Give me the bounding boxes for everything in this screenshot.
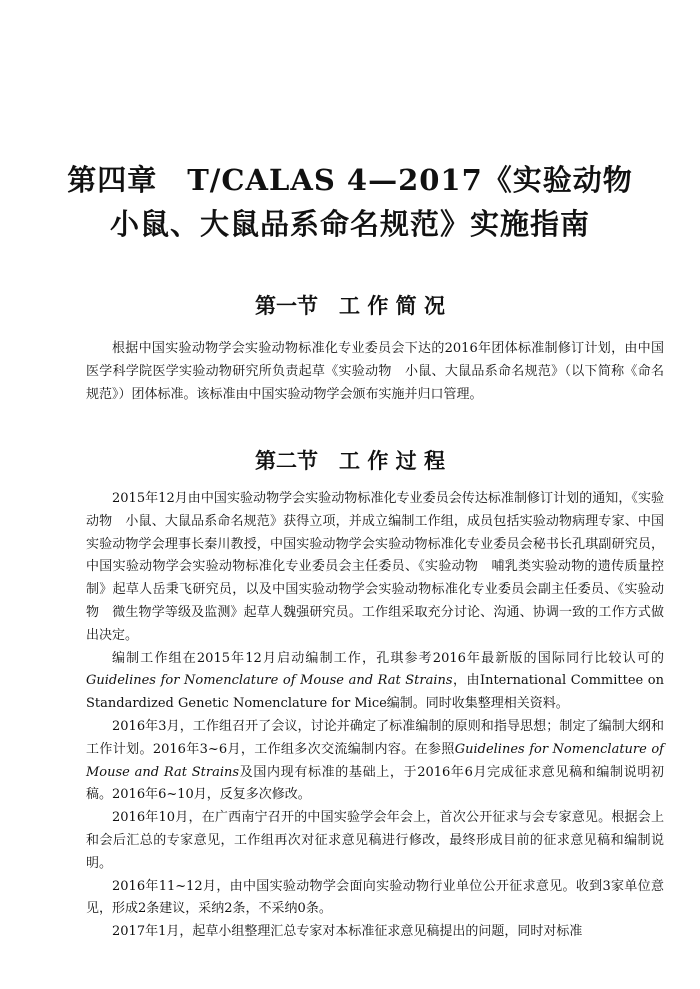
paragraph-text: 及国内现有标准的基础上，于2016年6月完成征求意见稿和编制说明初稿。2016年6~10月，反复多次修改。 [86,764,665,803]
section-1-title: 第一节 工 作 简 况 [255,294,445,318]
section-1-body [86,338,664,406]
section-2-paragraph-5: 2016年11~12月，由中国实验动物学会面向实验动物行业单位公开征求意见。收到3家单位意见，形成2条建议，采纳2条，不采纳0条。 [86,878,664,917]
section-2-title: 第二节 工 作 过 程 [255,449,445,473]
section-2-paragraph-1: 2015年12月由中国实验动物学会实验动物标准化专业委员会传达标准制修订计划的通知，《实验动物 小鼠、大鼠品系命名规范》获得立项，并成立编制工作组，成员包括实验动物病理专家、中国实验动物学会理事长秦川教授，中国实验动物学会实验动物标准化专业委员会秘书长孔琪副研究员，中国实验动物学会实验动物标准化专业委员会主任委员、《实验动物 哺乳类实验动物的遗传质量控制》起草人岳秉飞研究员，以及中国实验动物学会实验动物标准化专业委员会副主任委员、《实验动物 微生物学等级及监测》起草人魏强研究员。工作组采取充分讨论、沟通、协调一致的工作方式做出决定。 [86,491,664,643]
chapter-title-line-2: 小鼠、大鼠品系命名规范》实施指南 [109,207,590,241]
paragraph-text: 编制工作组在2015年12月启动编制工作，孔琪参考2016年最新版的国际同行比较认可的 [112,650,664,666]
paragraph-text: 2016年3月，工作组召开了会议，讨论并确定了标准编制的原则和指导思想；制定了编制大纲和工作计划。2016年3~6月，工作组多次交流编制内容。在参照 [86,718,664,757]
section-2-paragraph-3 [86,716,664,807]
section-2-paragraph-4: 2016年10月，在广西南宁召开的中国实验学会年会上，首次公开征求与会专家意见。根据会上和会后汇总的专家意见，工作组再次对征求意见稿进行修改，最终形成目前的征求意见稿和编制说明。 [86,810,664,871]
section-1-paragraph-1: 根据中国实验动物学会实验动物标准化专业委员会下达的2016年团体标准制修订计划，由中国医学科学院医学实验动物研究所负责起草《实验动物 小鼠、大鼠品系命名规范》（以下简称《命名规范》）团体标准。该标准由中国实验动物学会颁布实施并归口管理。 [86,341,664,402]
chapter-title-line-1: 第四章 T/CALAS 4—2017《实验动物 [67,163,633,197]
guidelines-title: Guidelines for Nomenclature of Mouse and Rat Strains [86,741,664,780]
section-2-paragraph-6: 2017年1月，起草小组整理汇总专家对本标准征求意见稿提出的问题，同时对标准 [112,924,583,940]
section-2-paragraph-2 [86,648,664,716]
paragraph-text: ，由International Committee on Standardized Genetic Nomenclature for Mice编制。同时收集整理相关资料。 [86,673,664,712]
guidelines-title: Guidelines for Nomenclature of Mouse and Rat Strains [86,673,453,689]
section-2-body [86,488,664,944]
